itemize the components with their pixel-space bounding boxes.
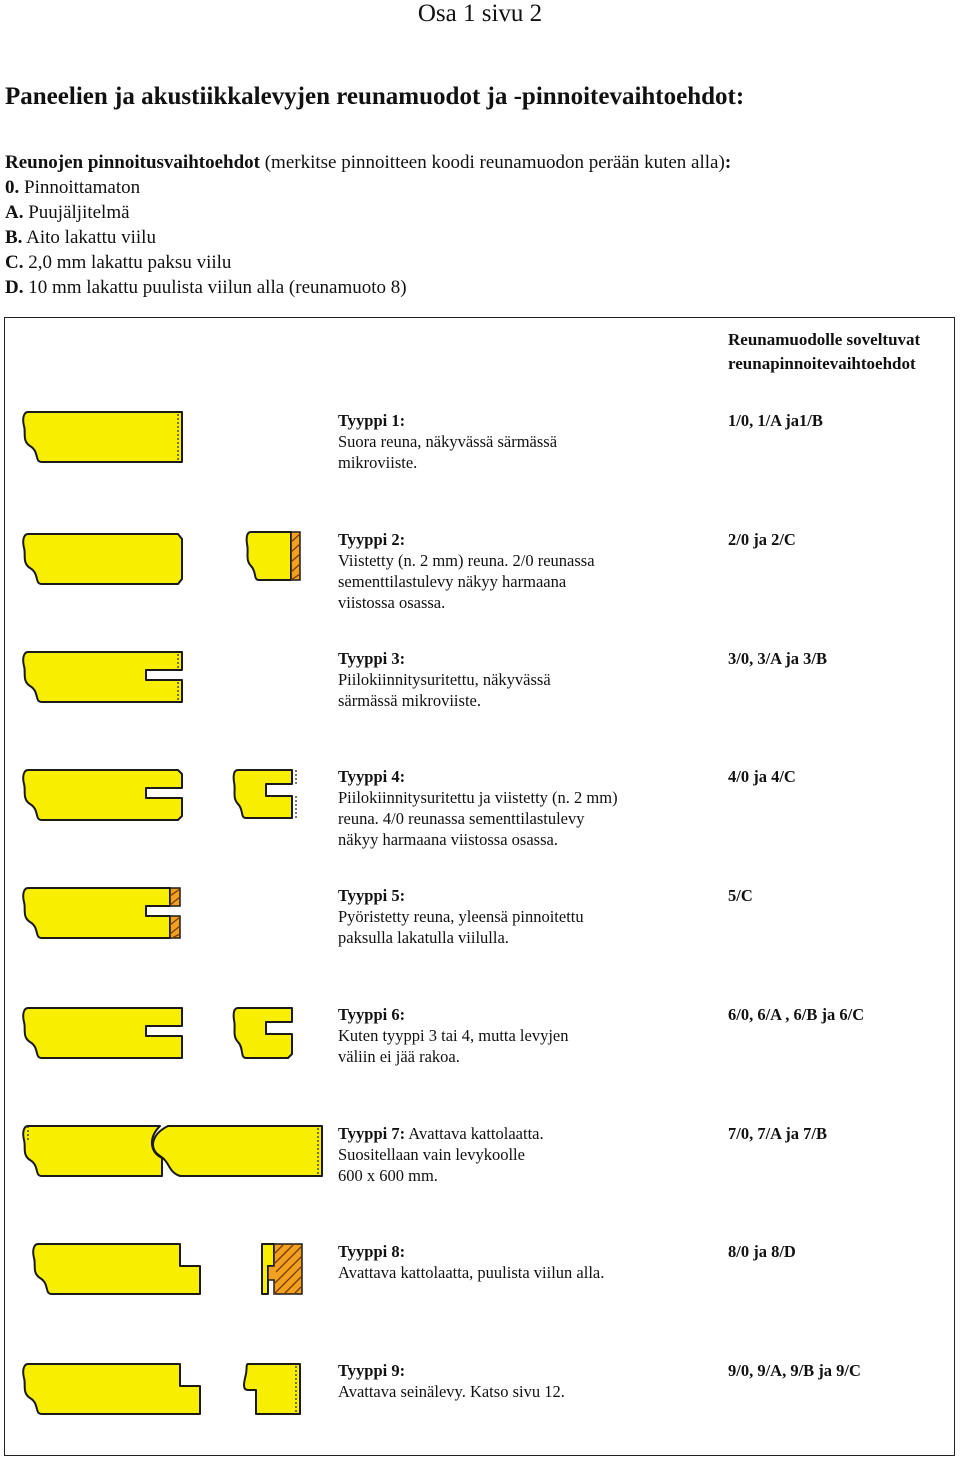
type-1-profile	[20, 408, 190, 468]
type-8-profile	[30, 1240, 320, 1300]
type-9-profile	[20, 1360, 310, 1420]
coating-options	[5, 150, 731, 300]
type-7-profile	[20, 1122, 330, 1182]
type-6-codes: 6/0, 6/A , 6/B ja 6/C	[728, 1005, 865, 1024]
type-6-profile	[20, 1004, 190, 1064]
coating-option-b: B. Aito lakattu viilu	[5, 227, 156, 248]
coating-option-c: C. 2,0 mm lakattu paksu viilu	[5, 252, 232, 273]
type-2-profile	[20, 530, 190, 590]
coating-option-a: A. Puujäljitelmä	[5, 202, 130, 223]
type-2-text: Tyyppi 2: Viistetty (n. 2 mm) reuna. 2/0 reunassa sementtilastulevy näkyy harmaana viistossa osassa.	[338, 530, 595, 612]
type-2-detail	[245, 528, 305, 584]
type-4-codes: 4/0 ja 4/C	[728, 767, 796, 786]
coating-option-0: 0. Pinnoittamaton	[5, 177, 141, 198]
type-3-profile	[20, 648, 190, 708]
type-6-text: Tyyppi 6: Kuten tyyppi 3 tai 4, mutta levyjen väliin ei jää rakoa.	[338, 1005, 569, 1066]
type-4-text: Tyyppi 4: Piilokiinnitysuritettu ja viistetty (n. 2 mm) reuna. 4/0 reunassa sementtilastulevy näkyy harmaana viistossa osassa.	[338, 767, 618, 849]
type-7-text: Tyyppi 7: Avattava kattolaatta. Suositellaan vain levykoolle 600 x 600 mm.	[338, 1124, 544, 1185]
type-3-codes: 3/0, 3/A ja 3/B	[728, 649, 828, 668]
type-4-profile	[20, 766, 190, 826]
type-7-codes: 7/0, 7/A ja 7/B	[728, 1124, 828, 1143]
type-5-codes: 5/C	[728, 886, 753, 905]
type-8-codes: 8/0 ja 8/D	[728, 1242, 796, 1261]
type-8-text: Tyyppi 8: Avattava kattolaatta, puulista viilun alla.	[338, 1242, 605, 1282]
type-9-codes: 9/0, 9/A, 9/B ja 9/C	[728, 1361, 861, 1380]
page-header: Osa 1 sivu 2	[417, 0, 543, 27]
type-1-text: Tyyppi 1: Suora reuna, näkyvässä särmässä mikroviiste.	[338, 411, 558, 472]
coating-options-title: Reunojen pinnoitusvaihtoehdot (merkitse pinnoitteen koodi reunamuodon perään kuten alla):	[5, 152, 732, 173]
type-4-detail	[230, 766, 310, 826]
coating-option-d: D. 10 mm lakattu puulista viilun alla (reunamuoto 8)	[5, 277, 407, 298]
type-5-text: Tyyppi 5: Pyöristetty reuna, yleensä pinnoitettu paksulla lakatulla viilulla.	[338, 886, 584, 947]
type-1-codes: 1/0, 1/A ja1/B	[728, 411, 823, 430]
type-2-codes: 2/0 ja 2/C	[728, 530, 796, 549]
type-5-profile	[20, 884, 190, 944]
type-3-text: Tyyppi 3: Piilokiinnitysuritettu, näkyvässä särmässä mikroviiste.	[338, 649, 551, 710]
column-header: Reunamuodolle soveltuvat reunapinnoitevaihtoehdot	[728, 330, 921, 373]
type-9-text: Tyyppi 9: Avattava seinälevy. Katso sivu 12.	[338, 1361, 565, 1401]
type-6-detail	[230, 1004, 310, 1064]
page-title: Paneelien ja akustiikkalevyjen reunamuodot ja -pinnoitevaihtoehdot:	[5, 83, 745, 110]
